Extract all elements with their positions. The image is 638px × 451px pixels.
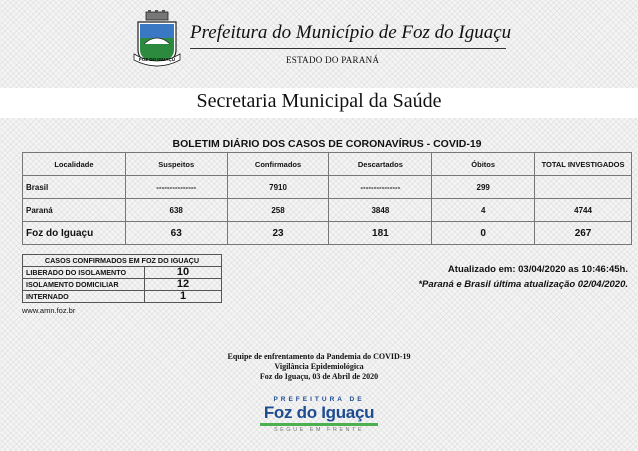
table-cell bbox=[535, 176, 632, 199]
logo-slogan: SEGUE EM FRENTE bbox=[273, 427, 365, 433]
status-label: ISOLAMENTO DOMICILIAR bbox=[23, 279, 145, 291]
table-row bbox=[23, 291, 222, 303]
table-header-row bbox=[23, 255, 222, 267]
website-link[interactable]: www.amn.foz.br bbox=[22, 306, 76, 315]
column-header: TOTAL INVESTIGADOS bbox=[535, 153, 632, 176]
column-header: Suspeitos bbox=[125, 153, 227, 176]
table-cell: 181 bbox=[329, 222, 432, 245]
table-cell: Foz do Iguaçu bbox=[23, 222, 126, 245]
table-row bbox=[23, 279, 222, 291]
state-label: ESTADO DO PARANÁ bbox=[286, 55, 380, 65]
title-divider bbox=[190, 48, 506, 49]
status-count: 1 bbox=[145, 291, 222, 303]
table-cell: 299 bbox=[432, 176, 535, 199]
status-count: 10 bbox=[145, 267, 222, 279]
crest-label: FOZ DO IGUAÇU bbox=[139, 57, 175, 62]
column-header: Óbitos bbox=[432, 153, 535, 176]
table-cell: 258 bbox=[227, 199, 329, 222]
table-cell: 638 bbox=[125, 199, 227, 222]
logo-divider bbox=[260, 423, 378, 426]
government-title: Prefeitura do Município de Foz do Iguaçu bbox=[190, 22, 512, 43]
table-cell: Brasil bbox=[23, 176, 126, 199]
table-cell: 23 bbox=[227, 222, 329, 245]
table-row bbox=[23, 222, 632, 245]
table-cell: --------------- bbox=[329, 176, 432, 199]
footer-line: Foz do Iguaçu, 03 de Abril de 2020 bbox=[259, 372, 379, 381]
confirmed-table-title: CASOS CONFIRMADOS EM FOZ DO IGUAÇU bbox=[23, 255, 222, 267]
logo-main-text: Foz do Iguaçu bbox=[263, 403, 375, 422]
bulletin-title: BOLETIM DIÁRIO DOS CASOS DE CORONAVÍRUS - COVID-19 bbox=[172, 138, 482, 150]
table-cell: 63 bbox=[125, 222, 227, 245]
table-cell: 4744 bbox=[535, 199, 632, 222]
column-header: Localidade bbox=[23, 153, 126, 176]
confirmed-cases-table bbox=[22, 254, 222, 303]
table-row bbox=[23, 267, 222, 279]
updated-note: *Paraná e Brasil última atualização 02/04/2020. bbox=[418, 279, 628, 290]
table-cell: 0 bbox=[432, 222, 535, 245]
table-cell: --------------- bbox=[125, 176, 227, 199]
column-header: Descartados bbox=[329, 153, 432, 176]
coat-of-arms-icon bbox=[132, 10, 182, 74]
status-count: 12 bbox=[145, 279, 222, 291]
table-cell: 267 bbox=[535, 222, 632, 245]
table-row bbox=[23, 176, 632, 199]
cases-table bbox=[22, 152, 632, 245]
column-header: Confirmados bbox=[227, 153, 329, 176]
footer-line: Vigilância Epidemiológica bbox=[274, 362, 364, 371]
status-label: LIBERADO DO ISOLAMENTO bbox=[23, 267, 145, 279]
table-cell: Paraná bbox=[23, 199, 126, 222]
table-row bbox=[23, 199, 632, 222]
table-header-row bbox=[23, 153, 632, 176]
table-cell: 3848 bbox=[329, 199, 432, 222]
footer-line: Equipe de enfrentamento da Pandemia do COVID-19 bbox=[227, 352, 411, 361]
status-label: INTERNADO bbox=[23, 291, 145, 303]
secretariat-title: Secretaria Municipal da Saúde bbox=[196, 90, 442, 112]
updated-timestamp: Atualizado em: 03/04/2020 as 10:46:45h. bbox=[447, 264, 628, 275]
table-cell: 7910 bbox=[227, 176, 329, 199]
logo-top-text: PREFEITURA DE bbox=[273, 396, 365, 403]
table-cell: 4 bbox=[432, 199, 535, 222]
